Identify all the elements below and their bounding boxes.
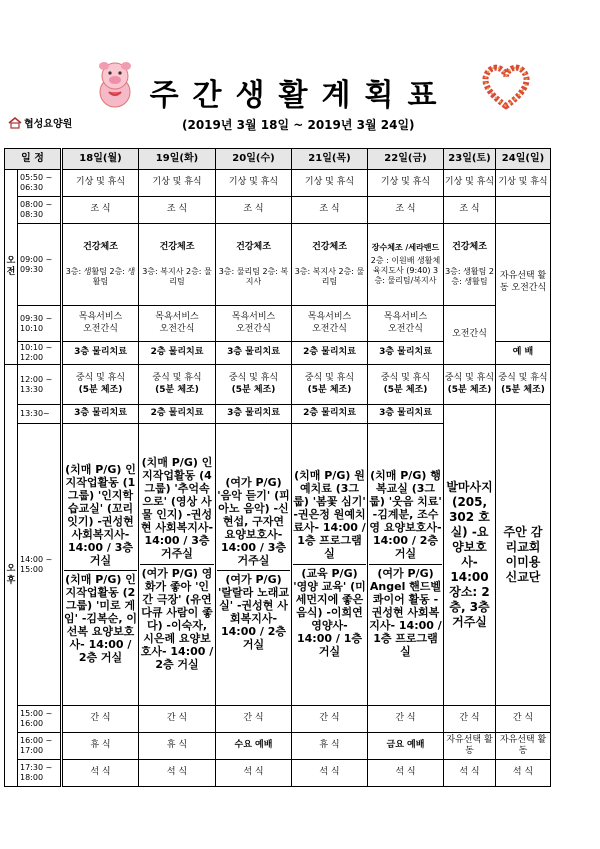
cell-snack: 간 식	[216, 706, 292, 733]
cell-program	[216, 424, 292, 706]
cell-breakfast: 조 식	[292, 197, 368, 224]
row-physio-afternoon	[5, 405, 551, 424]
snack-label: 오전간식	[83, 323, 118, 334]
lunch-note: (5분 체조)	[231, 384, 276, 395]
cell-bath	[216, 306, 292, 342]
cell-program	[139, 424, 216, 706]
cell-exercise	[62, 224, 139, 306]
cell-snack: 간 식	[62, 706, 139, 733]
cell-physio: 2층 물리치료	[292, 342, 368, 365]
row-snack	[5, 706, 551, 733]
lunch-label: 중식 및 휴식	[152, 373, 202, 384]
cell-worship: 수요 예배	[216, 733, 292, 760]
header-row	[5, 149, 551, 170]
cell-snack: 간 식	[292, 706, 368, 733]
snack-label: 오전간식	[236, 323, 271, 334]
program-group-a: (여가 P/G) '음악 듣기' (피아노 음악) -신현섭, 구자연 요양보호사- 14:00 / 3층 거주실	[217, 477, 290, 572]
exercise-title: 건강체조	[452, 241, 487, 252]
program-group-a: (치매 P/G) 행복교실 (3그룹) '웃음 치료' -김계분, 조수영 요양보호사- 14:00 / 2층 거실	[369, 470, 442, 565]
cell-breakfast: 조 식	[62, 197, 139, 224]
lunch-note: (5분 체조)	[78, 384, 123, 395]
bath-label: 목욕서비스	[231, 312, 276, 323]
exercise-title: 건강체조	[159, 241, 195, 252]
header-day-wed: 20일(수)	[216, 149, 292, 170]
exercise-title: 건강체조	[83, 241, 118, 252]
row-dinner	[5, 760, 551, 787]
time-slot: 13:30~	[18, 405, 62, 424]
cell-rest: 휴 식	[292, 733, 368, 760]
cell-wake: 기상 및 휴식	[444, 170, 496, 197]
snack-label: 오전간식	[312, 323, 347, 334]
cell-lunch	[62, 365, 139, 405]
exercise-title: 건강체조	[312, 241, 347, 252]
program-group-b: (여가 P/G) 영화가 좋아 '인간 극장' (유연다큐 사람이 좋다) -이숙자, 시은례 요양보호사- 14:00 / 2층 거실	[140, 567, 214, 671]
cell-dinner: 석 식	[62, 760, 139, 787]
cell-snack: 간 식	[444, 706, 496, 733]
cell-worship: 예 배	[496, 342, 551, 365]
cell-exercise	[216, 224, 292, 306]
cell-breakfast	[496, 197, 551, 224]
cell-wake: 기상 및 휴식	[139, 170, 216, 197]
snack-label: 오전간식	[388, 323, 423, 334]
cell-exercise	[444, 224, 496, 306]
row-breakfast	[5, 197, 551, 224]
lunch-label: 중식 및 휴식	[228, 373, 279, 384]
cell-wake: 기상 및 휴식	[216, 170, 292, 197]
time-slot: 16:00 ~ 17:00	[18, 733, 62, 760]
header-day-mon: 18일(월)	[62, 149, 139, 170]
program-group-b: (치매 P/G) 인지작업활동 (2그룹) '미로 게임' -김복순, 이선복 요양보호사- 14:00 / 2층 거실	[64, 573, 137, 665]
cell-rest: 휴 식	[139, 733, 216, 760]
cell-physio: 3층 물리치료	[216, 405, 292, 424]
cell-snack: 간 식	[139, 706, 216, 733]
header-day-sun: 24일(일)	[496, 149, 551, 170]
cell-exercise	[292, 224, 368, 306]
time-slot: 08:00 ~ 08:30	[18, 197, 62, 224]
row-bath	[5, 306, 551, 342]
row-rest	[5, 733, 551, 760]
cell-physio: 3층 물리치료	[368, 405, 444, 424]
cell-program	[292, 424, 368, 706]
cell-physio: 3층 물리치료	[368, 342, 444, 365]
header-schedule: 일 정	[5, 149, 62, 170]
lunch-note: (5분 체조)	[307, 384, 352, 395]
header-day-tue: 19일(화)	[139, 149, 216, 170]
lunch-label: 중식 및 휴식	[444, 373, 495, 384]
cell-dinner: 석 식	[368, 760, 444, 787]
exercise-detail: 3층: 복지사 2층: 물리팀	[294, 267, 365, 287]
exercise-detail: 3층: 생활팀 2층: 생활팀	[445, 267, 494, 287]
exercise-title: 장수체조 /세라밴드	[371, 243, 440, 252]
period-morning: 오전	[5, 170, 18, 365]
page-title: 주간생활계획표	[149, 78, 451, 113]
exercise-detail: 3층: 복지사 2층: 물리팀	[142, 267, 212, 287]
snack-label: 오전간식	[159, 323, 195, 334]
cell-bath	[292, 306, 368, 342]
bath-label: 목욕서비스	[383, 312, 428, 323]
time-slot: 09:00 ~ 09:30	[18, 224, 62, 306]
cell-lunch	[292, 365, 368, 405]
bath-label: 목욕서비스	[78, 312, 123, 323]
exercise-title: 건강체조	[236, 241, 271, 252]
cell-dinner: 석 식	[292, 760, 368, 787]
cell-program	[62, 424, 139, 706]
cell-breakfast: 조 식	[216, 197, 292, 224]
cell-foot-massage: 발마사지 (205, 302 호실) -요양보호사- 14:00 장소: 2층, 3층 거주실	[444, 405, 496, 706]
bath-label: 목욕서비스	[155, 312, 199, 323]
program-group-a: (치매 P/G) 원예치료 (3그룹) '봄꽃 심기' -권은정 원예치료사- 14:00 / 1층 프로그램실	[293, 470, 366, 565]
cell-physio: 2층 물리치료	[292, 405, 368, 424]
bath-label: 목욕서비스	[307, 312, 352, 323]
lunch-label: 중식 및 휴식	[498, 373, 548, 384]
schedule-period: (2019년 3월 18일 ~ 2019년 3월 24일)	[182, 118, 415, 132]
lunch-note: (5분 체조)	[383, 384, 428, 395]
header-day-sat: 23일(토)	[444, 149, 496, 170]
cell-exercise	[368, 224, 444, 306]
period-afternoon: 오후	[5, 365, 18, 787]
cell-wake: 기상 및 휴식	[368, 170, 444, 197]
program-group-a: (치매 P/G) 인지작업활동 (4그룹) '추억속으로' (영상 사물 인지) -권성현 사회복지사- 14:00 / 3층 거주실	[140, 457, 214, 565]
program-group-b: (여가 P/G) Angel 핸드벨 콰이어 활동 -권성현 사회복지사- 14:00 / 1층 프로그램실	[369, 567, 442, 658]
cell-dinner: 석 식	[496, 760, 551, 787]
lunch-note: (5분 체조)	[155, 384, 199, 395]
cell-bath	[368, 306, 444, 342]
program-group-a: (치매 P/G) 인지작업활동 (1그룹) '인지학습교실' (꼬리 잇기) -권성현 사회복지사- 14:00 / 3층 거실	[64, 464, 137, 572]
cell-bath	[139, 306, 216, 342]
cell-breakfast: 조 식	[444, 197, 496, 224]
time-slot: 10:10 ~ 12:00	[18, 342, 62, 365]
cell-exercise	[139, 224, 216, 306]
cell-lunch	[139, 365, 216, 405]
cell-free-activity: 자유선택 활동 오전간식	[496, 224, 551, 342]
time-slot: 17:30 ~ 18:00	[18, 760, 62, 787]
cell-program	[368, 424, 444, 706]
time-slot: 12:00 ~ 13:30	[18, 365, 62, 405]
time-slot: 09:30 ~ 10:10	[18, 306, 62, 342]
cell-physio: 2층 물리치료	[139, 405, 216, 424]
cell-snack: 간 식	[368, 706, 444, 733]
cell-free-activity: 자유선택 활동	[444, 733, 496, 760]
cell-church-haircut: 주안 감리교회 이미용 신교단	[496, 405, 551, 706]
cell-physio: 3층 물리치료	[62, 405, 139, 424]
cell-rest: 휴 식	[62, 733, 139, 760]
exercise-detail: 3층: 물리팀 2층: 복지사	[218, 267, 289, 287]
cell-wake: 기상 및 휴식	[496, 170, 551, 197]
organization-name: 협성요양원	[24, 119, 73, 130]
cell-bath	[62, 306, 139, 342]
cell-lunch	[444, 365, 496, 405]
weekly-schedule-table	[4, 148, 551, 787]
organization-label	[8, 115, 72, 130]
cell-dinner: 석 식	[139, 760, 216, 787]
cell-physio: 3층 물리치료	[62, 342, 139, 365]
header-day-thu: 21일(목)	[292, 149, 368, 170]
lunch-label: 중식 및 휴식	[75, 373, 126, 384]
time-slot: 05:50 ~ 06:30	[18, 170, 62, 197]
cell-breakfast: 조 식	[368, 197, 444, 224]
time-slot: 15:00 ~ 16:00	[18, 706, 62, 733]
cell-lunch	[368, 365, 444, 405]
exercise-detail: 3층: 생활팀 2층: 생활팀	[65, 267, 136, 287]
row-exercise	[5, 224, 551, 306]
cell-dinner: 석 식	[444, 760, 496, 787]
time-slot: 14:00 ~ 15:00	[18, 424, 62, 706]
program-group-b: (교육 P/G) '영양 교육' (미세먼지에 좋은 음식) -이희연 영양사- 14:00 / 1층 거실	[293, 567, 366, 658]
cell-lunch	[496, 365, 551, 405]
cell-snack: 오전간식	[444, 306, 496, 365]
cell-breakfast: 조 식	[139, 197, 216, 224]
cell-lunch	[216, 365, 292, 405]
cell-physio: 2층 물리치료	[139, 342, 216, 365]
exercise-detail: 2층 : 이원배 생활체육지도사 (9:40) 3층: 물리팀/복지사	[370, 256, 441, 285]
lunch-note: (5분 체조)	[501, 384, 545, 395]
program-group-b: (여가 P/G) '랄랄라 노래교실' -권성현 사회복지사- 14:00 / 2층 거실	[218, 573, 289, 652]
lunch-label: 중식 및 휴식	[380, 373, 431, 384]
cell-wake: 기상 및 휴식	[292, 170, 368, 197]
row-wake	[5, 170, 551, 197]
cell-physio: 3층 물리치료	[216, 342, 292, 365]
cell-free-activity: 자유선택 활동	[496, 733, 551, 760]
cell-wake: 기상 및 휴식	[62, 170, 139, 197]
lunch-label: 중식 및 휴식	[304, 373, 355, 384]
cell-snack: 간 식	[496, 706, 551, 733]
header-day-fri: 22일(금)	[368, 149, 444, 170]
row-lunch	[5, 365, 551, 405]
lunch-note: (5분 체조)	[447, 384, 492, 395]
house-logo-icon	[8, 117, 22, 129]
cell-worship: 금요 예배	[368, 733, 444, 760]
cell-dinner: 석 식	[216, 760, 292, 787]
